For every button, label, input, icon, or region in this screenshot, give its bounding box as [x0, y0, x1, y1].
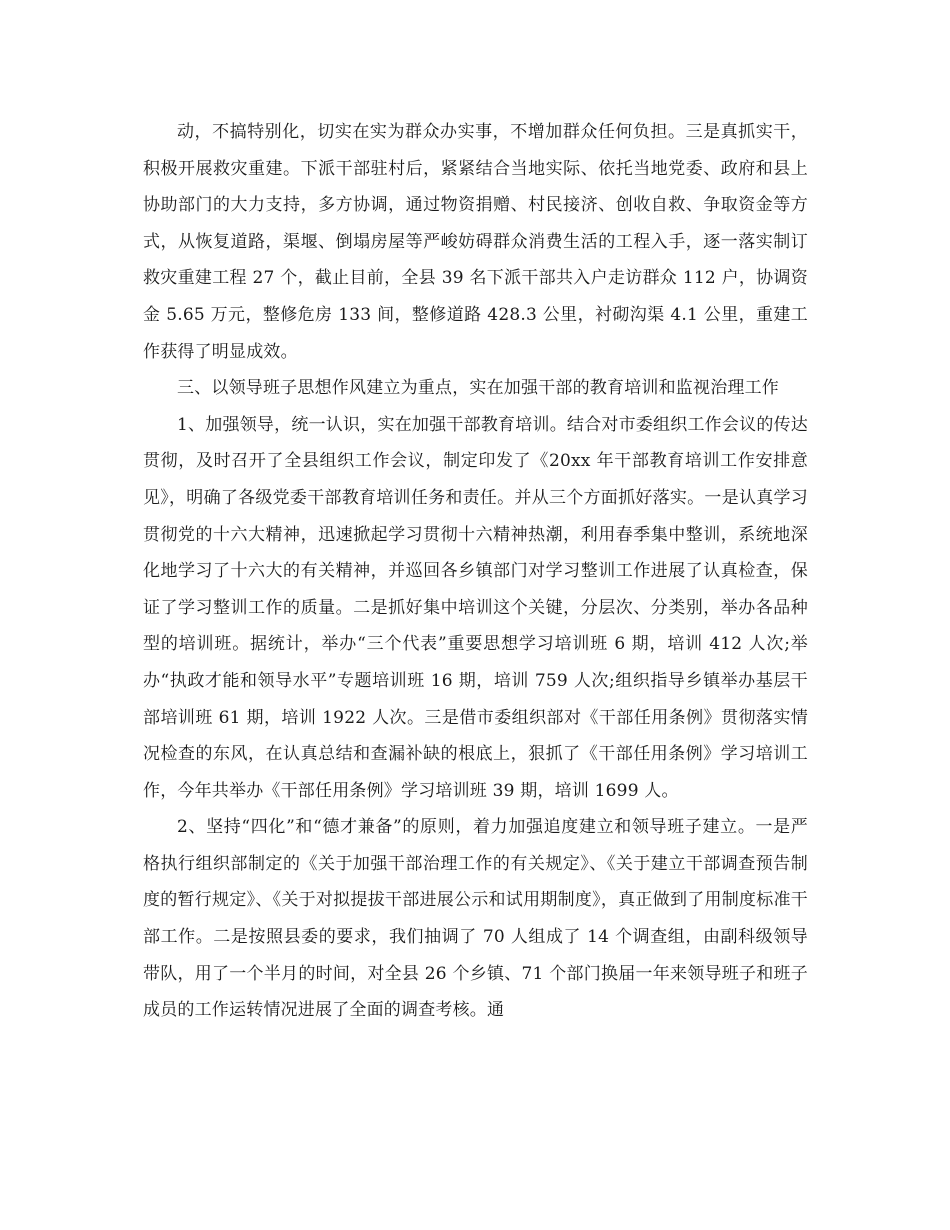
paragraph-system: 2、坚持“四化”和“德才兼备”的原则，着力加强追度建立和领导班子建立。一是严格执行组织部制定的《关于加强干部治理工作的有关规定》、《关于建立干部调查预告制度的暂行规定》、《关于对拟提拔干部进展公示和试用期制度》，真正做到了用制度标准干部工作。二是按照县委的要求，我们抽调了 70 人组成了 14 个调查组，由副科级领导带队，用了一个半月的时间，对全县 26 个乡镇、71 个部门换届一年来领导班子和班子成员的工作运转情况进展了全面的调查考核。通	[143, 817, 808, 1021]
paragraph-1: 动，不搞特别化，切实在实为群众办实事，不增加群众任何负担。三是真抓实干，积极开展救灾重建。下派干部驻村后，紧紧结合当地实际、依托当地党委、政府和县上协助部门的大力支持，多方协调，通过物资捐赠、村民接济、创收自救、争取资金等方式，从恢复道路，渠堰、倒塌房屋等严峻妨碍群众消费生活的工程入手，逐一落实制订救灾重建工程 27 个，截止目前，全县 39 名下派干部共入户走访群众 112 户，协调资金 5.65 万元，整修危房 133 间，整修道路 428.3 公里，衬砌沟渠 4.1 公里，重建工作获得了明显成效。	[143, 122, 808, 362]
document-page	[143, 114, 808, 1029]
paragraph-training: 1、加强领导，统一认识，实在加强干部教育培训。结合对市委组织工作会议的传达贯彻，及时召开了全县组织工作会议，制定印发了《20xx 年干部教育培训工作安排意见》，明确了各级党委干部教育培训任务和责任。并从三个方面抓好落实。一是认真学习贯彻党的十六大精神，迅速掀起学习贯彻十六精神热潮，利用春季集中整训，系统地深化地学习了十六大的有关精神，并巡回各乡镇部门对学习整训工作进展了认真检查，保证了学习整训工作的质量。二是抓好集中培训这个关键，分层次、分类别，举办各品种型的培训班。据统计，举办“三个代表”重要思想学习培训班 6 期，培训 412 人次;举办“执政才能和领导水平”专题培训班 16 期，培训 759 人次;组织指导乡镇举办基层干部培训班 61 期，培训 1922 人次。三是借市委组织部对《干部任用条例》贯彻落实情况检查的东风，在认真总结和查漏补缺的根底上，狠抓了《干部任用条例》学习培训工作，今年共举办《干部任用条例》学习培训班 39 期，培训 1699 人。	[143, 414, 808, 801]
section-heading-3: 三、以领导班子思想作风建立为重点，实在加强干部的教育培训和监视治理工作	[177, 378, 779, 399]
